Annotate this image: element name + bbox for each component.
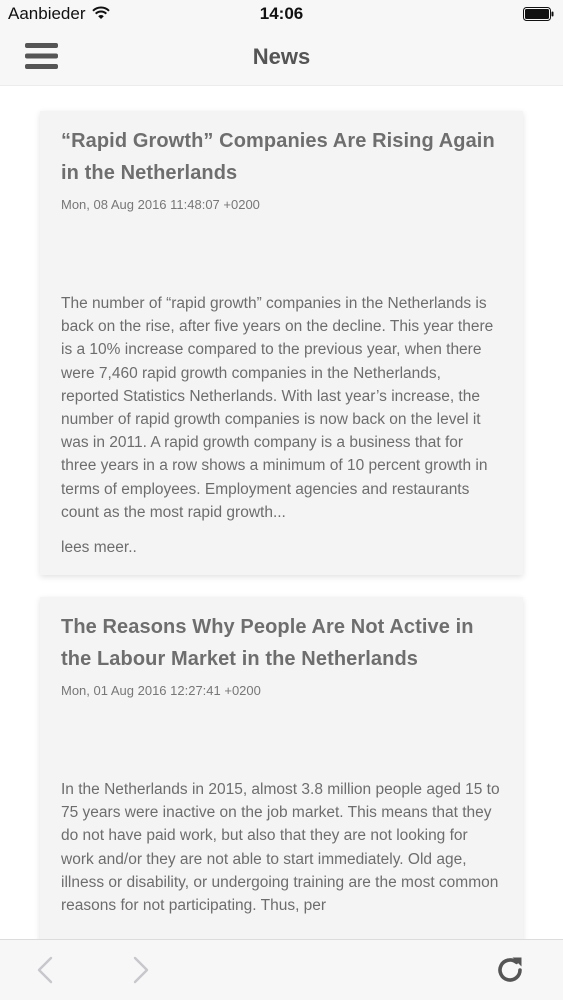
chevron-left-icon[interactable]	[36, 955, 54, 985]
status-bar	[0, 0, 563, 28]
navigation-bar	[0, 28, 563, 86]
news-card-date: Mon, 01 Aug 2016 12:27:41 +0200	[61, 683, 261, 698]
news-card[interactable]	[40, 597, 523, 939]
news-card-title[interactable]: “Rapid Growth” Companies Are Rising Again in the Netherlands	[61, 130, 495, 184]
read-more-link[interactable]: lees meer..	[61, 539, 137, 557]
reload-icon[interactable]	[494, 954, 526, 986]
news-card-title[interactable]: The Reasons Why People Are Not Active in the Labour Market in the Netherlands	[61, 616, 474, 670]
chevron-right-icon[interactable]	[132, 955, 150, 985]
carrier-label: Aanbieder	[8, 4, 86, 23]
battery-icon	[523, 7, 554, 21]
bottom-toolbar	[0, 939, 563, 1000]
news-card-summary: In the Netherlands in 2015, almost 3.8 million people aged 15 to 75 years were inactive on the job market. This means that they do not have paid work, but also that they are not looking for work and/or they are not able to start immediately. Old age, illness or disability, or undergoing training are the most common reasons for not participating. Thus, per	[61, 781, 500, 915]
clock: 14:06	[259, 4, 304, 23]
news-list[interactable]	[0, 87, 563, 939]
news-card[interactable]	[40, 111, 523, 575]
page-title: News	[252, 44, 311, 69]
news-card-summary: The number of “rapid growth” companies in the Netherlands is back on the rise, after five years on the decline. This year there is a 10% increase compared to the previous year, when there were 7,460 rapid growth companies in the Netherlands, reported Statistics Netherlands. With last year’s increase, the number of rapid growth companies is now back on the level it was in 2011. A rapid growth company is a business that for three years in a row shows a minimum of 10 percent growth in terms of employees. Employment agencies and restaurants count as the most rapid growth...	[61, 295, 494, 521]
news-card-date: Mon, 08 Aug 2016 11:48:07 +0200	[61, 197, 260, 212]
